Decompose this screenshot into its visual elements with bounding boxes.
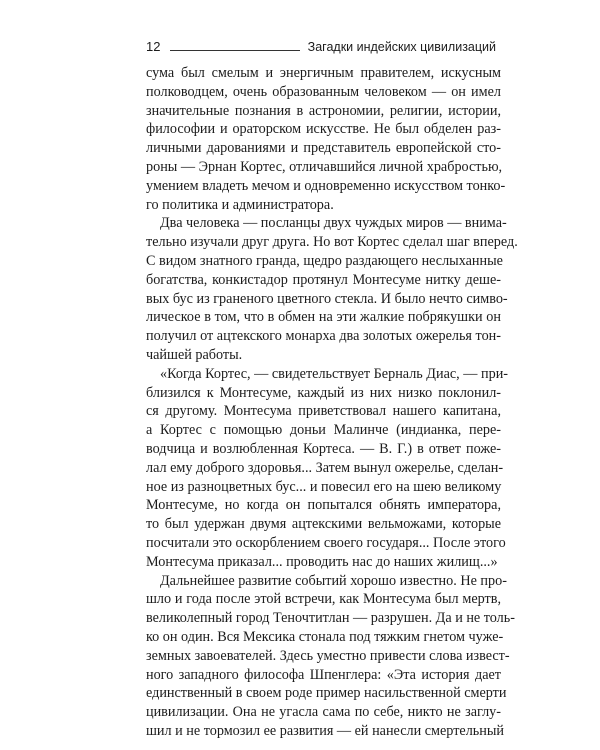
text-line: философии и ораторском искусстве. Не был обделен раз- <box>146 121 501 138</box>
text-line: «Когда Кортес, — свидетельствует Берналь Диас, — при- <box>160 365 509 382</box>
running-title: Загадки индейских цивилизаций <box>307 40 496 54</box>
text-line: ное из разноцветных бус... и повесил его на шею великому <box>146 478 502 495</box>
text-line: шил и не тормозил ее развития — ей нанесли смертельный <box>146 722 504 739</box>
text-line: единственный в своем роде пример насильственной смерти <box>146 685 507 702</box>
text-line: значительные познания в астрономии, религии, истории, <box>146 102 501 119</box>
text-line: Монтесума приказал... проводить нас до наших жилищ...» <box>146 553 498 570</box>
page-number: 12 <box>146 39 161 54</box>
text-line: ся другому. Монтесума приветствовал нашего капитана, <box>146 403 501 420</box>
text-line: лическое в том, что в обмен на эти жалкие побрякушки он <box>146 309 501 326</box>
text-line: получил от ацтекского монарха два золотых ожерелья тон- <box>146 328 501 345</box>
text-line: ного западного философа Шпенглера: «Эта история дает <box>146 666 501 683</box>
text-line: го политика и администратора. <box>146 196 334 213</box>
header-rule <box>170 50 299 51</box>
text-line: умением владеть мечом и одновременно искусством тонко- <box>146 177 506 194</box>
text-line: посчитали это оскорблением своего государя... После этого <box>146 534 506 551</box>
text-line: личными дарованиями и представитель европейской сто- <box>146 140 501 157</box>
text-line: вых бус из граненого цветного стекла. И было нечто симво- <box>146 290 508 307</box>
text-line: то был удержан двумя ацтекскими вельможами, которые <box>146 516 501 533</box>
text-line: земных завоевателей. Здесь уместно привести слова извест- <box>146 647 510 664</box>
text-line: сума был смелым и энергичным правителем, искусным <box>146 65 501 81</box>
text-line: великолепный город Теночтитлан — разрушен. Да и не толь- <box>146 610 515 627</box>
text-line: богатства, конкистадор протянул Монтесуме нитку деше- <box>146 271 501 288</box>
text-line: Два человека — посланцы двух чуждых миров — внима- <box>160 215 507 232</box>
text-line: а Кортес с помощью доньи Малинче (индианка, пере- <box>146 422 501 439</box>
text-line: чайшей работы. <box>146 346 243 363</box>
text-line: тельно изучали друг друга. Но вот Кортес сделал шаг вперед. <box>146 234 518 251</box>
body-text <box>146 64 518 741</box>
text-line: Дальнейшее развитие событий хорошо известно. Не про- <box>160 572 507 589</box>
text-line: лал ему доброго здоровья... Затем вынул ожерелье, сделан- <box>146 459 504 476</box>
text-line: водчица и возлюбленная Кортеса. — В. Г.) в ответ поже- <box>146 440 501 457</box>
text-line: роны — Эрнан Кортес, отличавшийся личной храбростью, <box>146 158 503 175</box>
text-line: ко он один. Вся Мексика стонала под тяжким гнетом чуже- <box>146 628 504 645</box>
text-line: цивилизации. Она не угасла сама по себе, никто не заглу- <box>146 704 501 721</box>
text-line: шло и года после этой встречи, как Монтесума был мертв, <box>146 591 501 608</box>
text-line: С видом знатного гранда, щедро раздающего неслыханные <box>146 252 503 269</box>
text-line: полководцем, очень образованным человеком — он имел <box>146 83 501 100</box>
text-line: близился к Монтесуме, каждый из них низко поклонил- <box>146 384 501 401</box>
text-line: Монтесуме, но когда он попытался обнять императора, <box>146 497 501 514</box>
page-header <box>146 36 496 54</box>
